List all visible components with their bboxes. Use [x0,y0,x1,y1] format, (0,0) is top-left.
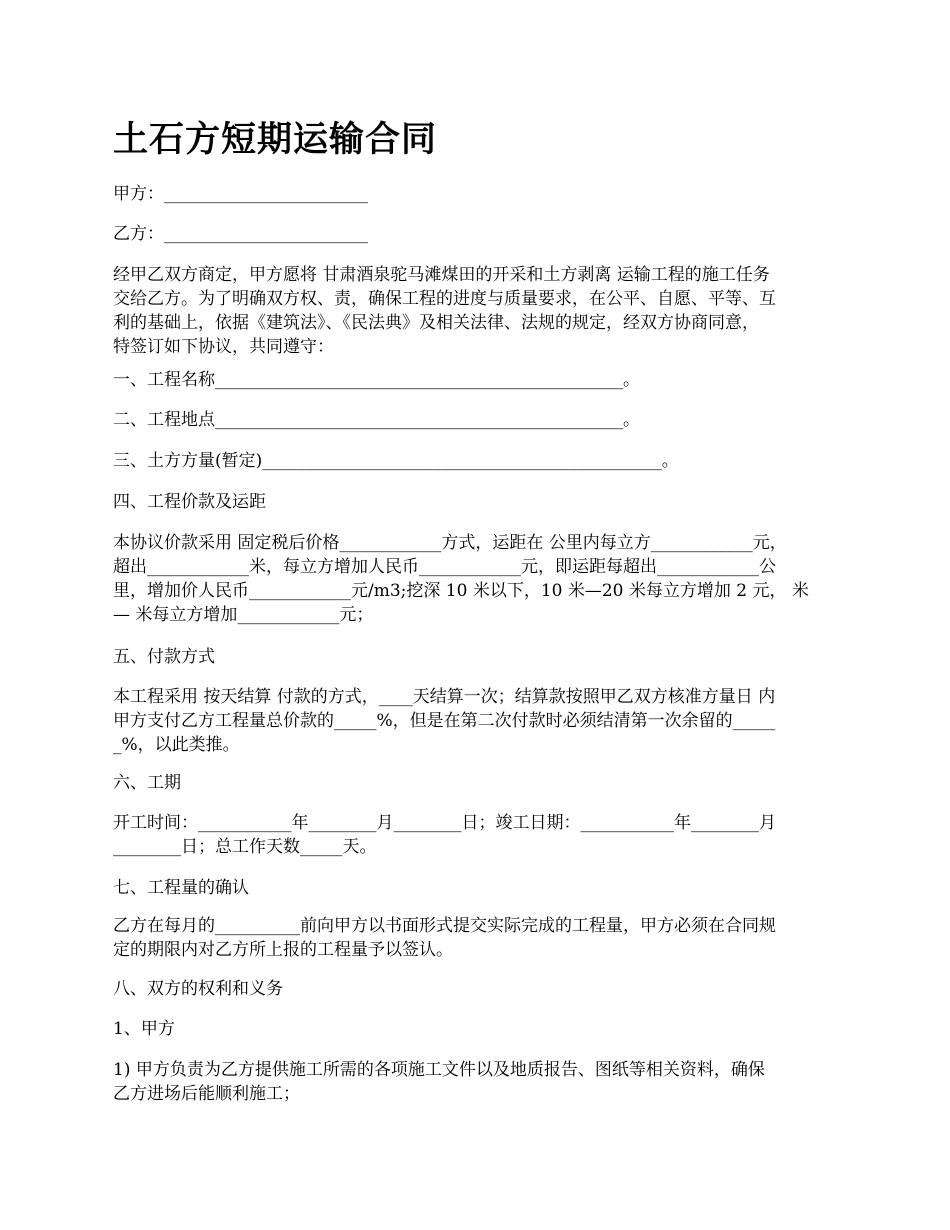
section-6-paragraph-line-1: 开工时间：___________年________月________日；竣工日期：___________年________月 [113,813,776,833]
section-4-heading: 四、工程价款及运距 [113,492,266,512]
party-b-line: 乙方：________________________ [113,224,368,244]
section-5-paragraph-line-2: 甲方支付乙方工程量总价款的_____%，但是在第二次付款时必须结清第一次余留的_____ [113,711,776,731]
intro-paragraph-line-3: 利的基础上，依据《建筑法》、《民法典》及相关法律、法规的规定，经双方协商同意， [113,313,759,333]
section-8-heading: 八、双方的权利和义务 [113,979,283,999]
section-2-project-location: 二、工程地点________________________________________________。 [113,410,640,430]
section-1-project-name: 一、工程名称________________________________________________。 [113,370,640,390]
section-8-subheading-party-a: 1、甲方 [113,1019,175,1039]
document-title: 土石方短期运输合同 [113,119,438,160]
section-5-heading: 五、付款方式 [113,647,215,667]
section-5-paragraph-line-1: 本工程采用 按天结算 付款的方式，____天结算一次；结算款按照甲乙双方核准方量日 内 [113,687,776,707]
section-6-heading: 六、工期 [113,773,181,793]
section-6-paragraph-line-2: ________日；总工作天数_____天。 [113,837,377,857]
section-4-paragraph-line-1: 本协议价款采用 固定税后价格____________方式，运距在 公里内每立方____________元， [113,533,787,553]
section-4-paragraph-line-2: 超出____________米，每立方增加人民币____________元，即运距每超出____________公 [113,557,776,577]
intro-paragraph-line-4: 特签订如下协议，共同遵守： [113,337,334,357]
section-3-earthwork-volume: 三、土方方量(暂定)_______________________________________________。 [113,451,679,471]
section-8-item-1-line-2: 乙方进场后能顺利施工； [113,1084,300,1104]
section-8-item-1-line-1: 1) 甲方负责为乙方提供施工所需的各项施工文件以及地质报告、图纸等相关资料，确保 [113,1060,765,1080]
party-a-line: 甲方：________________________ [113,184,368,204]
intro-paragraph-line-1: 经甲乙双方商定，甲方愿将 甘肃酒泉驼马滩煤田的开采和土方剥离 运输工程的施工任务 [113,265,770,285]
section-5-paragraph-line-3: _%，以此类推。 [113,735,240,755]
intro-paragraph-line-2: 交给乙方。为了明确双方权、责，确保工程的进度与质量要求，在公平、自愿、平等、互 [113,289,776,309]
section-4-paragraph-line-3: 里，增加价人民币____________元/m3;挖深 10 米以下，10 米—20 米每立方增加 2 元， 米 [113,581,809,601]
section-7-paragraph-line-2: 定的期限内对乙方所上报的工程量予以签认。 [113,940,453,960]
section-7-paragraph-line-1: 乙方在每月的__________前向甲方以书面形式提交实际完成的工程量，甲方必须在合同规 [113,916,776,936]
section-4-paragraph-line-4: — 米每立方增加____________元； [113,605,374,625]
section-7-heading: 七、工程量的确认 [113,878,249,898]
